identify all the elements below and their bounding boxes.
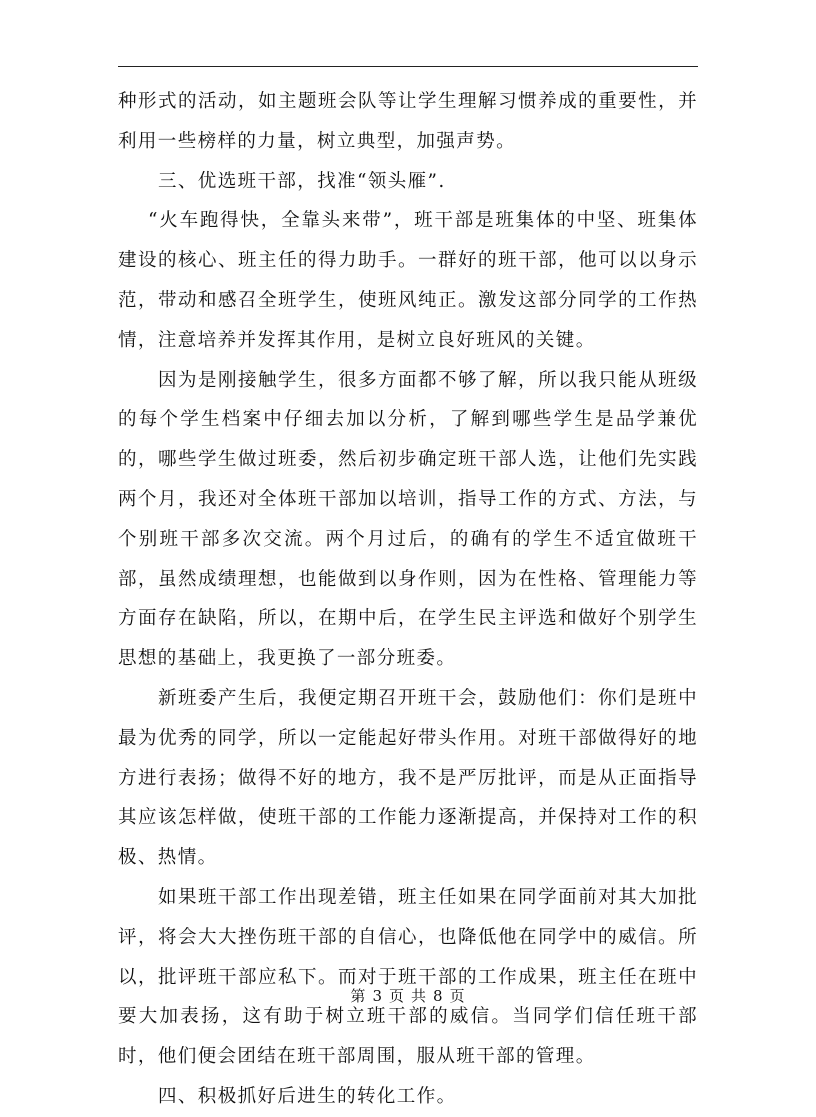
- footer-current-page: 3: [372, 987, 383, 1005]
- footer-total-label: 共: [411, 987, 428, 1005]
- paragraph-new-committee: 新班委产生后，我便定期召开班干会，鼓励他们：你们是班中最为优秀的同学，所以一定能起好带头作用。对班干部做得好的地方进行表扬；做得不好的地方，我不是严厉批评，而是从正面指导其应该怎样做，使班干部的工作能力逐渐提高，并保持对工作的积极、热情。: [118, 687, 698, 869]
- document-body: [118, 82, 698, 1117]
- section-heading-3: 三、优选班干部，找准“领头雁”.: [158, 170, 446, 192]
- section-heading-4: 四、积极抓好后进生的转化工作。: [158, 1085, 457, 1107]
- paragraph-continued: 种形式的活动，如主题班会队等让学生理解习惯养成的重要性，并利用一些榜样的力量，树立典型，加强声势。: [118, 91, 698, 152]
- paragraph-class-cadre-selection: 因为是刚接触学生，很多方面都不够了解，所以我只能从班级的每个学生档案中仔细去加以分析，了解到哪些学生是品学兼优的，哪些学生做过班委，然后初步确定班干部人选，让他们先实践两个月，我还对全体班干部加以培训，指导工作的方式、方法，与个别班干部多次交流。两个月过后，的确有的学生不适宜做班干部，虽然成绩理想，也能做到以身作则，因为在性格、管理能力等方面存在缺陷，所以，在期中后，在学生民主评选和做好个别学生思想的基础上，我更换了一部分班委。: [118, 369, 698, 670]
- footer-total-word: 页: [449, 987, 466, 1005]
- footer-total-pages: 8: [433, 987, 444, 1005]
- footer-page-word: 页: [388, 987, 405, 1005]
- header-rule: [118, 66, 698, 67]
- page-footer: [0, 985, 816, 1006]
- footer-page-label: 第: [350, 987, 367, 1005]
- paragraph-criticism-advice: 如果班干部工作出现差错，班主任如果在同学面前对其大加批评，将会大大挫伤班干部的自信心，也降低他在同学中的威信。所以，批评班干部应私下。而对于班干部的工作成果，班主任在班中要大加表扬，这有助于树立班干部的威信。当同学们信任班干部时，他们便会团结在班干部周围，服从班干部的管理。: [118, 886, 698, 1068]
- paragraph-train-quote: “火车跑得快，全靠头来带”，班干部是班集体的中坚、班集体建设的核心、班主任的得力助手。一群好的班干部，他可以以身示范，带动和感召全班学生，使班风纯正。激发这部分同学的工作热情，注意培养并发挥其作用，是树立良好班风的关键。: [118, 210, 698, 351]
